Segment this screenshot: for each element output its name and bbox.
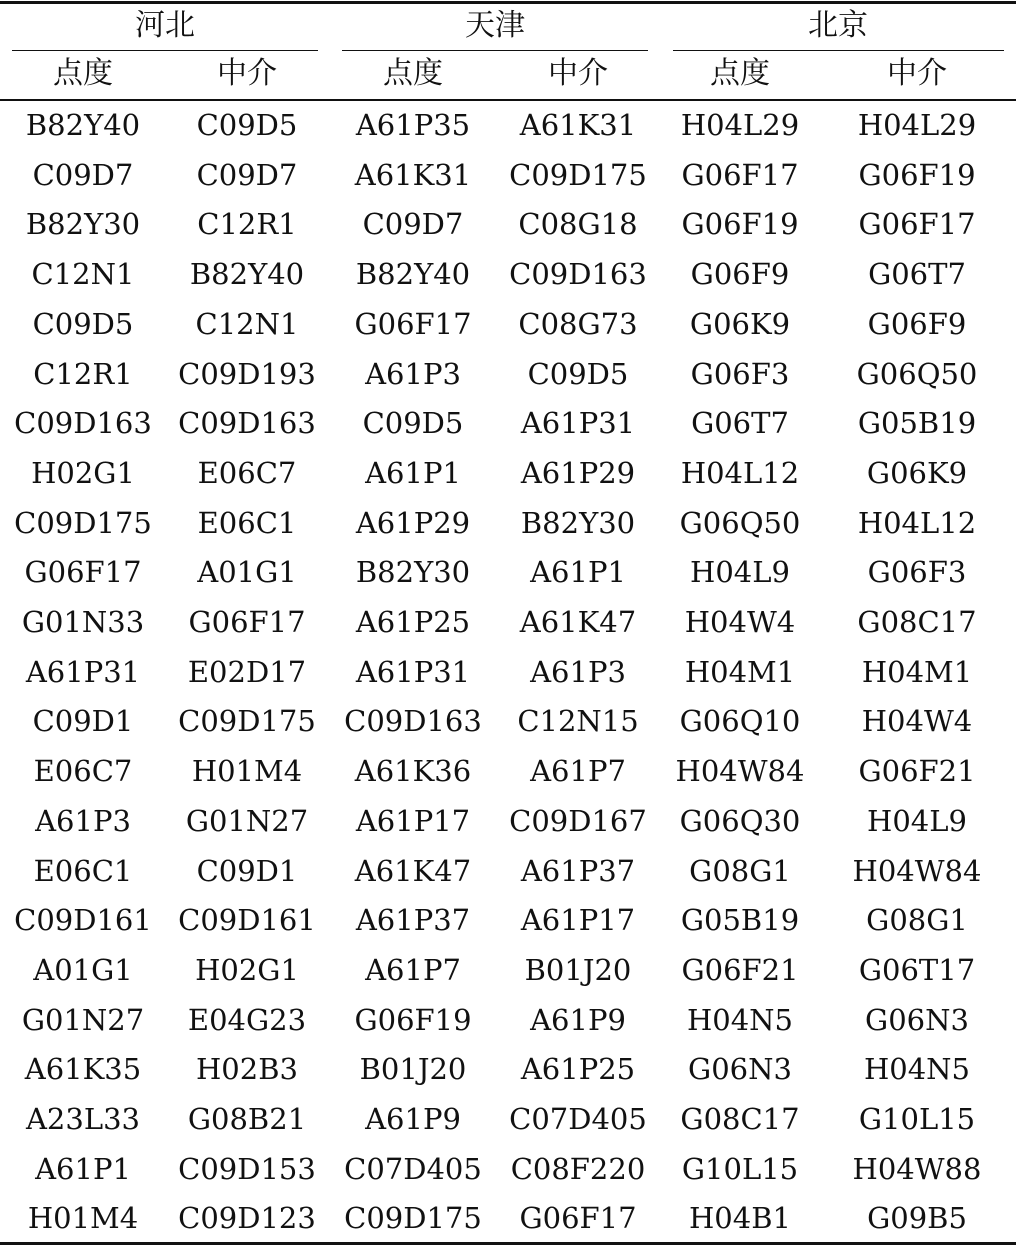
table-cell: C09D175 [509,158,647,192]
table-cell: C07D405 [344,1152,482,1186]
table-cell: E06C7 [33,754,133,788]
table-cell: G06F17 [681,158,799,192]
table-cell: C09D5 [527,357,629,391]
table-cell: A61K31 [519,108,637,142]
table-cell: A61P17 [355,804,471,838]
table-cell: H04W84 [675,754,805,788]
table-cell: B82Y40 [25,108,141,142]
table-cell: C09D7 [362,207,464,241]
table-cell: C09D163 [14,406,152,440]
table-cell: H04L12 [857,506,977,540]
table-cell: C12N15 [517,704,639,738]
table-cell: C09D1 [32,704,134,738]
table-cell: C09D175 [14,506,152,540]
table-cell: G06F3 [690,357,790,391]
table-cell: H04W4 [684,605,796,639]
table-cell: C12R1 [197,207,297,241]
table-cell: H02G1 [195,953,299,987]
table-cell: G10L15 [858,1102,976,1136]
table-cell: C12N1 [31,257,135,291]
table-cell: G06Q10 [679,704,801,738]
table-cell: H04W88 [852,1152,982,1186]
table-cell: A61K31 [354,158,472,192]
table-cell: A61P3 [530,655,626,689]
table-cell: G06F17 [188,605,306,639]
table-cell: A61P37 [520,854,636,888]
table-cell: H02B3 [196,1052,298,1086]
table-cell: G01N27 [185,804,309,838]
table-cell: C12R1 [33,357,133,391]
table-cell: G06F19 [858,158,976,192]
table-cell: G08C17 [857,605,977,639]
table-cell: H04W4 [861,704,973,738]
table-cell: G06K9 [689,307,791,341]
column-header: 中介 [548,56,608,91]
table-cell: A61P1 [365,456,461,490]
table-cell: G05B19 [680,903,800,937]
table-cell: A61P25 [355,605,471,639]
table-cell: G06K9 [866,456,968,490]
table-cell: G01N33 [21,605,145,639]
table-cell: G06Q50 [679,506,801,540]
group-underline-beijing [673,50,1004,51]
table-cell: G06F21 [681,953,799,987]
table-cell: C09D5 [362,406,464,440]
group-header-hebei: 河北 [135,8,195,43]
table-cell: C12N1 [195,307,299,341]
table-cell: C09D5 [196,108,298,142]
column-header: 点度 [53,56,113,91]
table-cell: H04L9 [690,555,790,589]
group-underline-hebei [12,50,318,51]
column-header: 点度 [383,56,443,91]
table-cell: G06F17 [519,1201,637,1235]
table-cell: A61P1 [35,1152,131,1186]
table-cell: A61K35 [24,1052,142,1086]
table-cell: A61P35 [355,108,471,142]
table-cell: G06N3 [688,1052,792,1086]
table-cell: B82Y30 [355,555,471,589]
column-header: 点度 [710,56,770,91]
table-cell: H04L12 [680,456,800,490]
table-cell: A61P31 [25,655,141,689]
table-cell: E02D17 [187,655,307,689]
table-cell: B01J20 [524,953,632,987]
table-cell: A61K47 [354,854,472,888]
table-cell: G06T7 [868,257,966,291]
table-cell: H04W84 [852,854,982,888]
table-cell: H04L29 [857,108,977,142]
table-cell: H04N5 [686,1003,794,1037]
table-cell: E06C1 [33,854,133,888]
table-cell: G01N27 [21,1003,145,1037]
table-cell: A61P9 [530,1003,626,1037]
group-header-tianjin: 天津 [465,8,525,43]
table-cell: C09D163 [509,257,647,291]
table-cell: G08G1 [689,854,791,888]
table-cell: B82Y30 [520,506,636,540]
table-cell: G10L15 [681,1152,799,1186]
table-cell: G05B19 [857,406,977,440]
table-cell: C09D163 [344,704,482,738]
table-cell: A01G1 [197,555,297,589]
table-cell: H04M1 [861,655,973,689]
table-cell: A23L33 [25,1102,140,1136]
table-cell: C09D7 [32,158,134,192]
table-cell: A61P7 [530,754,626,788]
table-cell: A01G1 [33,953,133,987]
table-cell: H04B1 [689,1201,791,1235]
table-cell: B82Y30 [25,207,141,241]
table-cell: C09D193 [178,357,316,391]
table-cell: A61P9 [365,1102,461,1136]
table-cell: C09D167 [509,804,647,838]
table-cell: C09D161 [178,903,316,937]
table-cell: A61P17 [520,903,636,937]
table-cell: A61K47 [519,605,637,639]
table-cell: G08B21 [187,1102,307,1136]
table-cell: C09D163 [178,406,316,440]
table-cell: H04M1 [684,655,796,689]
top-rule [0,1,1016,4]
table-cell: C09D161 [14,903,152,937]
table-cell: C08G73 [518,307,638,341]
table-cell: A61P1 [530,555,626,589]
table-cell: G06F9 [690,257,790,291]
header-rule [0,99,1016,101]
table-cell: C09D7 [196,158,298,192]
table-cell: G08G1 [866,903,968,937]
table-cell: E06C1 [197,506,297,540]
table-cell: B01J20 [359,1052,467,1086]
column-header: 中介 [887,56,947,91]
table-cell: A61P29 [355,506,471,540]
table-cell: G06T7 [691,406,789,440]
table-cell: C09D175 [178,704,316,738]
table-cell: G06F19 [354,1003,472,1037]
table-cell: C07D405 [509,1102,647,1136]
table-cell: E06C7 [197,456,297,490]
table-cell: G06F21 [858,754,976,788]
table-cell: B82Y40 [355,257,471,291]
group-header-beijing: 北京 [808,8,868,43]
table-cell: A61P29 [520,456,636,490]
table-cell: C09D5 [32,307,134,341]
table-cell: H04L9 [867,804,967,838]
table-cell: G06Q50 [856,357,978,391]
table-cell: H04N5 [863,1052,971,1086]
table-cell: C08F220 [510,1152,646,1186]
table-cell: E04G23 [187,1003,307,1037]
table-cell: B82Y40 [189,257,305,291]
bottom-rule [0,1242,1016,1245]
table-cell: G06N3 [865,1003,969,1037]
group-underline-tianjin [342,50,648,51]
column-header: 中介 [217,56,277,91]
table-cell: H01M4 [27,1201,139,1235]
table-cell: H02G1 [31,456,135,490]
table-cell: H04L29 [680,108,800,142]
table-cell: A61P3 [35,804,131,838]
table-cell: G06F17 [24,555,142,589]
table-cell: A61P31 [355,655,471,689]
table-cell: G06Q30 [679,804,801,838]
table-cell: C08G18 [518,207,638,241]
table-cell: A61P31 [520,406,636,440]
table-cell: G09B5 [867,1201,967,1235]
table-cell: H01M4 [191,754,303,788]
table-cell: A61K36 [354,754,472,788]
table-cell: C09D153 [178,1152,316,1186]
table-cell: G06F3 [867,555,967,589]
table-cell: G06F9 [867,307,967,341]
table-cell: A61P37 [355,903,471,937]
table-cell: G06T17 [858,953,976,987]
table-cell: C09D175 [344,1201,482,1235]
table-cell: G08C17 [680,1102,800,1136]
table-cell: G06F17 [354,307,472,341]
table-cell: A61P3 [365,357,461,391]
table-cell: A61P25 [520,1052,636,1086]
table-cell: G06F17 [858,207,976,241]
table-cell: C09D123 [178,1201,316,1235]
table-cell: G06F19 [681,207,799,241]
table-cell: C09D1 [196,854,298,888]
table-cell: A61P7 [365,953,461,987]
